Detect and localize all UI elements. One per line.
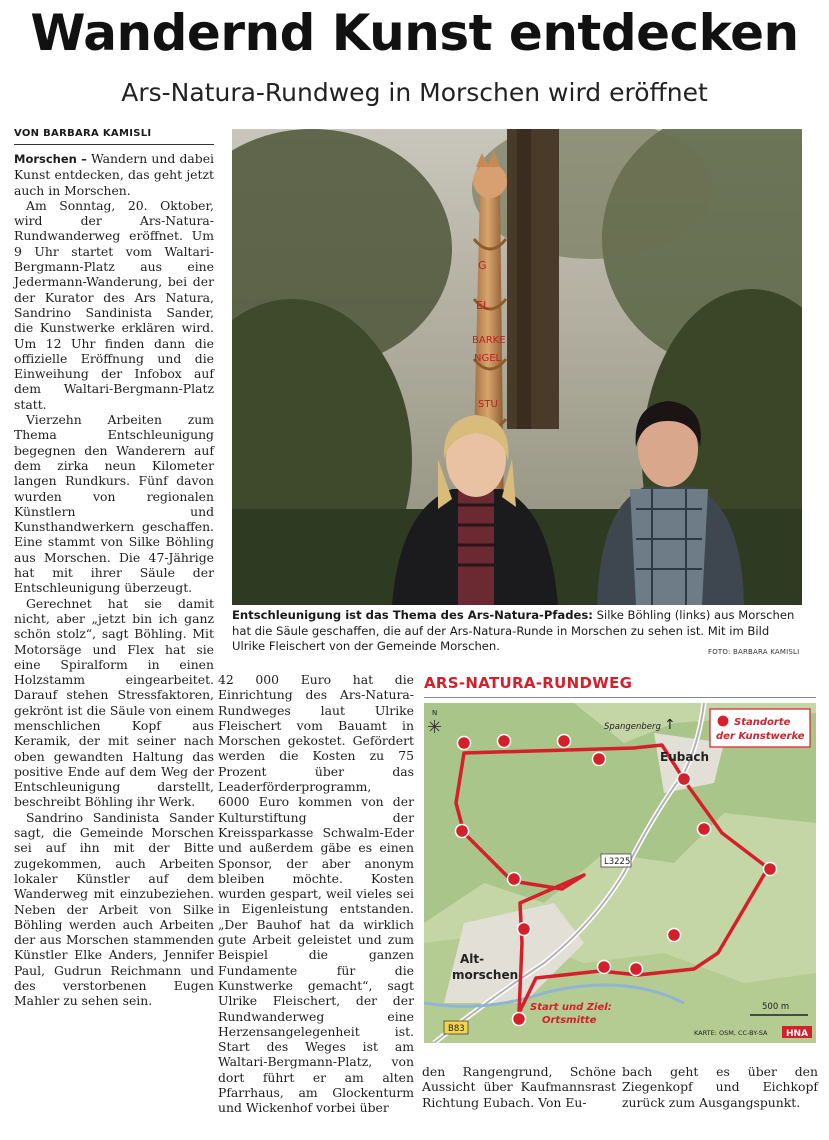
legend-line-1: Standorte [734, 717, 791, 728]
route-map [424, 703, 816, 1043]
label-spangenberg: Spangenberg [604, 722, 661, 732]
sculpture-letters-4: NGEL [474, 353, 502, 364]
paragraph [14, 151, 214, 198]
label-altmorschen-1: Alt- [460, 952, 485, 966]
map-source: KARTE: OSM, CC-BY-SA [694, 1029, 768, 1037]
hna-logo-text: HNA [786, 1029, 809, 1039]
photo-credit: FOTO: BARBARA KAMISLI [708, 648, 800, 656]
sculpture-letters-3: BARKE [472, 335, 506, 346]
legend-line-2: der Kunstwerke [716, 731, 805, 742]
label-b83: B83 [448, 1024, 465, 1034]
article-column-3 [422, 1064, 616, 1110]
north-arrow-icon: ✳ [427, 717, 443, 738]
paragraph: Gerechnet hat sie damit nicht, aber „jetzt bin ich ganz schön stolz“, sagt Böhling. Mit Motorsäge und Flex hat sie eine Spiralform in einen Holzstamm eingearbeitet. Darauf stehen Stressfaktoren, gekrönt ist die Säule von einem menschlichen Kopf aus Keramik, der mit seiner nach oben gewandten Haltung das positive Ende auf dem Weg der Entschleunigung darstellt, beschreibt Böhling ihr Werk. [14, 595, 214, 810]
article-subheadline: Ars-Natura-Rundweg in Morschen wird eröffnet [121, 78, 708, 107]
sculpture-letters-1: G [478, 259, 487, 272]
artwork-marker [518, 923, 531, 936]
paragraph: bach geht es über den Ziegenkopf und Eichkopf zurück zum Ausgangspunkt. [622, 1064, 818, 1110]
artwork-marker [593, 753, 606, 766]
artwork-marker [508, 873, 521, 886]
paragraph-text: Wandern und dabei Kunst entdecken, das geht jetzt auch in Morschen. [14, 151, 214, 198]
article-column-2 [218, 672, 414, 1116]
photo-illustration [232, 129, 802, 605]
paragraph: 6000 Euro kommen von der Kulturstiftung der Kreissparkasse Schwalm-Eder und außerdem gäbe es einen Sponsor, der aber anonym bleiben möchte. Kosten wurden gespart, weil vieles sei in Eigenleistung entstanden. „Der Bauhof hat da wirklich gute Arbeit geleistet und zum Beispiel die ganzen Fundamente für die Kunstwerke gemacht“, sagt Ulrike Fleischert, der der Rundwanderweg eine Herzensangelegenheit ist. Start des Weges ist am Waltari-Bergmann-Platz, von dort führt er am alten Pfarrhaus, am Glockenturm und Wickenhof vorbei über [218, 794, 414, 1116]
artwork-marker [598, 961, 611, 974]
paragraph: Vierzehn Arbeiten zum Thema Entschleunigung begegnen den Wanderern auf dem zirka neun Kilometer langen Rundkurs. Fünf davon wurden von regionalen Künstlern und Kunsthandwerkern geschaffen. Eine stammt von Silke Böhling aus Morschen. Die 47-Jährige hat mit ihrer Säule der Entschleunigung überzeugt. [14, 412, 214, 596]
artwork-marker [698, 823, 711, 836]
label-start-1: Start und Ziel: [530, 1002, 612, 1013]
caption-text: Silke Böhling (links) aus Morschen hat die Säule geschaffen, die auf der Ars-Natura-Runde in Morschen zu sehen ist. Mit im Bild Ulrike Fleischert von der Gemeinde Morschen. [232, 608, 795, 654]
paragraph: 42 000 Euro hat die Einrichtung des Ars-Natura-Rundweges laut Ulrike Fleischert vom Bauamt in Morschen gekostet. Gefördert werden die Kosten zu 75 Prozent über das Leaderförderprogramm, [218, 672, 414, 795]
scale-label: 500 m [762, 1002, 790, 1012]
label-altmorschen-2: morschen [452, 968, 519, 982]
map-rule [424, 697, 816, 698]
paragraph: den Rangengrund, Schöne Aussicht über Kaufmannsrast Richtung Eubach. Von Eu- [422, 1064, 616, 1110]
map-title: ARS-NATURA-RUNDWEG [424, 674, 633, 692]
artwork-marker [678, 773, 691, 786]
dateline: Morschen – [14, 152, 87, 166]
artwork-marker [498, 735, 511, 748]
artwork-marker [764, 863, 777, 876]
north-label: N [432, 709, 438, 717]
arrow-up-icon: ↑ [664, 717, 676, 733]
artwork-marker [558, 735, 571, 748]
article-headline: Wandernd Kunst entdecken [30, 4, 799, 62]
label-road: L3225 [604, 857, 631, 867]
label-start-2: Ortsmitte [542, 1015, 597, 1026]
artwork-marker [513, 1013, 526, 1026]
artwork-marker [456, 825, 469, 838]
byline-rule [14, 144, 214, 145]
sculpture-letters-2: EL [476, 299, 490, 312]
route-map-graphic [424, 703, 816, 1043]
paragraph: Sandrino Sandinista Sander sagt, die Gemeinde Morschen sei auf ihn mit der Bitte zugekommen, auch Arbeiten lokaler Künstler auf dem Wanderweg mit einzubeziehen. Neben der Arbeit von Silke Böhling werden auch Arbeiten der aus Morschen stammenden Künstler Elke Anders, Jennifer Paul, Gudrun Reichmann und des verstorbenen Eugen Mahler zu sehen sein. [14, 809, 214, 1009]
caption-lead: Entschleunigung ist das Thema des Ars-Natura-Pfades: [232, 608, 593, 622]
artwork-marker [458, 737, 471, 750]
byline: VON BARBARA KAMISLI [14, 128, 152, 139]
sculpture-letters-5: STU [478, 399, 498, 410]
artwork-marker [668, 929, 681, 942]
article-column-4 [622, 1064, 818, 1110]
legend-marker-icon [717, 715, 729, 727]
article-column-1 [14, 151, 214, 1009]
artwork-marker [630, 963, 643, 976]
article-photo [232, 129, 802, 605]
paragraph: Am Sonntag, 20. Oktober, wird der Ars-Natura-Rundwanderweg eröffnet. Um 9 Uhr startet vom Waltari-Bergmann-Platz aus eine Jedermann-Wanderung, bei der der Kurator des Ars Natura, Sandrino Sandinista Sander, die Kunstwerke erklären wird. Um 12 Uhr finden dann die offizielle Eröffnung und die Einweihung der Infobox auf dem Waltari-Bergmann-Platz statt. [14, 197, 214, 412]
label-eubach: Eubach [660, 750, 710, 764]
